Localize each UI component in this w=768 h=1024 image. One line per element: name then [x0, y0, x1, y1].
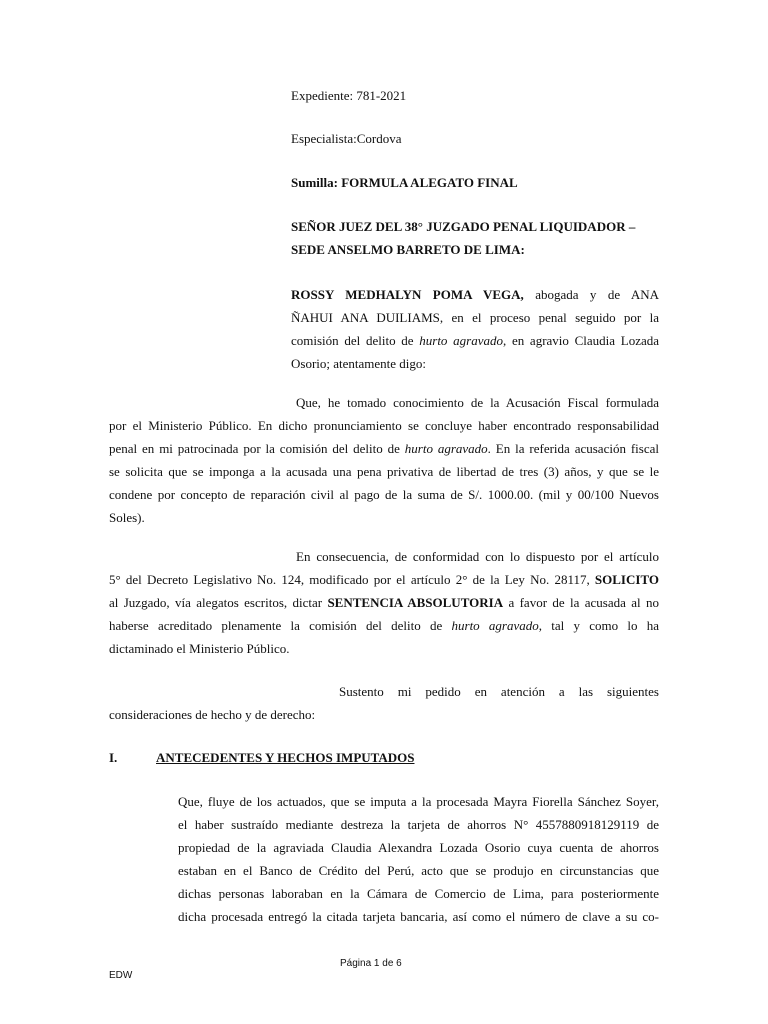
- addressee-line-2: SEDE ANSELMO BARRETO DE LIMA:: [291, 242, 525, 257]
- para1-line-6: Soles).: [109, 510, 145, 525]
- section1-line-1: Que, fluye de los actuados, que se imputa a la procesada Mayra Fiorella Sánchez Soyer,: [178, 794, 659, 809]
- intro-line-1: ROSSY MEDHALYN POMA VEGA, abogada y de ANA: [291, 287, 659, 302]
- page-number: Página 1 de 6: [340, 958, 402, 969]
- para2-line-2: 5° del Decreto Legislativo No. 124, modificado por el artículo 2° de la Ley No. 28117, SOLICITO: [109, 572, 659, 587]
- para3-line-1: Sustento mi pedido en atención a las siguientes: [339, 684, 659, 699]
- intro-line-2: ÑAHUI ANA DUILIAMS, en el proceso penal seguido por la: [291, 310, 659, 325]
- intro-line-3: comisión del delito de hurto agravado, en agravio Claudia Lozada: [291, 333, 660, 348]
- section1-line-4: estaban en el Banco de Crédito del Perú, acto que se produjo en circunstancias que: [178, 863, 659, 878]
- section-title: ANTECEDENTES Y HECHOS IMPUTADOS: [156, 750, 415, 765]
- para1-line-5: condene por concepto de reparación civil al pago de la suma de S/. 1000.00. (mil y 00/100 Nuevos: [109, 487, 659, 502]
- lawyer-name: ROSSY MEDHALYN POMA VEGA,: [291, 287, 524, 302]
- para1-line-3: penal en mi patrocinada por la comisión del delito de hurto agravado. En la referida acusación fiscal: [109, 441, 659, 456]
- para1-line-2: por el Ministerio Público. En dicho pronunciamiento se concluye haber encontrado responsabilidad: [109, 418, 659, 433]
- intro-line-4: Osorio; atentamente digo:: [291, 356, 427, 371]
- para2-line-5: dictaminado el Ministerio Público.: [109, 641, 290, 656]
- section1-line-2: el haber sustraído mediante destreza la tarjeta de ahorros N° 4557880918129119 de: [178, 817, 659, 832]
- para2-line-3: al Juzgado, vía alegatos escritos, dictar SENTENCIA ABSOLUTORIA a favor de la acusada al no: [109, 595, 660, 610]
- section1-line-5: dichas personas laboraban en la Cámara de Comercio de Lima, para posteriormente: [178, 886, 659, 901]
- para1-line-1: Que, he tomado conocimiento de la Acusación Fiscal formulada: [296, 395, 659, 410]
- section1-line-3: propiedad de la agraviada Claudia Alexandra Lozada Osorio cuya cuenta de ahorros: [178, 840, 659, 855]
- expediente: Expediente: 781-2021: [291, 88, 407, 103]
- para3-line-2: consideraciones de hecho y de derecho:: [109, 707, 316, 722]
- section-number: I.: [109, 750, 118, 765]
- para1-line-4: se solicita que se imponga a la acusada una pena privativa de libertad de tres (3) años, y que se le: [109, 464, 659, 479]
- section1-line-6: dicha procesada entregó la citada tarjeta bancaria, así como el número de clave a su co-: [178, 909, 659, 924]
- sumilla: Sumilla: FORMULA ALEGATO FINAL: [291, 175, 518, 190]
- para2-line-4: haberse acreditado plenamente la comisión del delito de hurto agravado, tal y como lo ha: [109, 618, 659, 633]
- footer-initials: EDW: [109, 970, 133, 981]
- especialista: Especialista:Cordova: [291, 131, 402, 146]
- para2-line-1: En consecuencia, de conformidad con lo dispuesto por el artículo: [296, 549, 659, 564]
- addressee-line-1: SEÑOR JUEZ DEL 38° JUZGADO PENAL LIQUIDADOR –: [291, 219, 636, 234]
